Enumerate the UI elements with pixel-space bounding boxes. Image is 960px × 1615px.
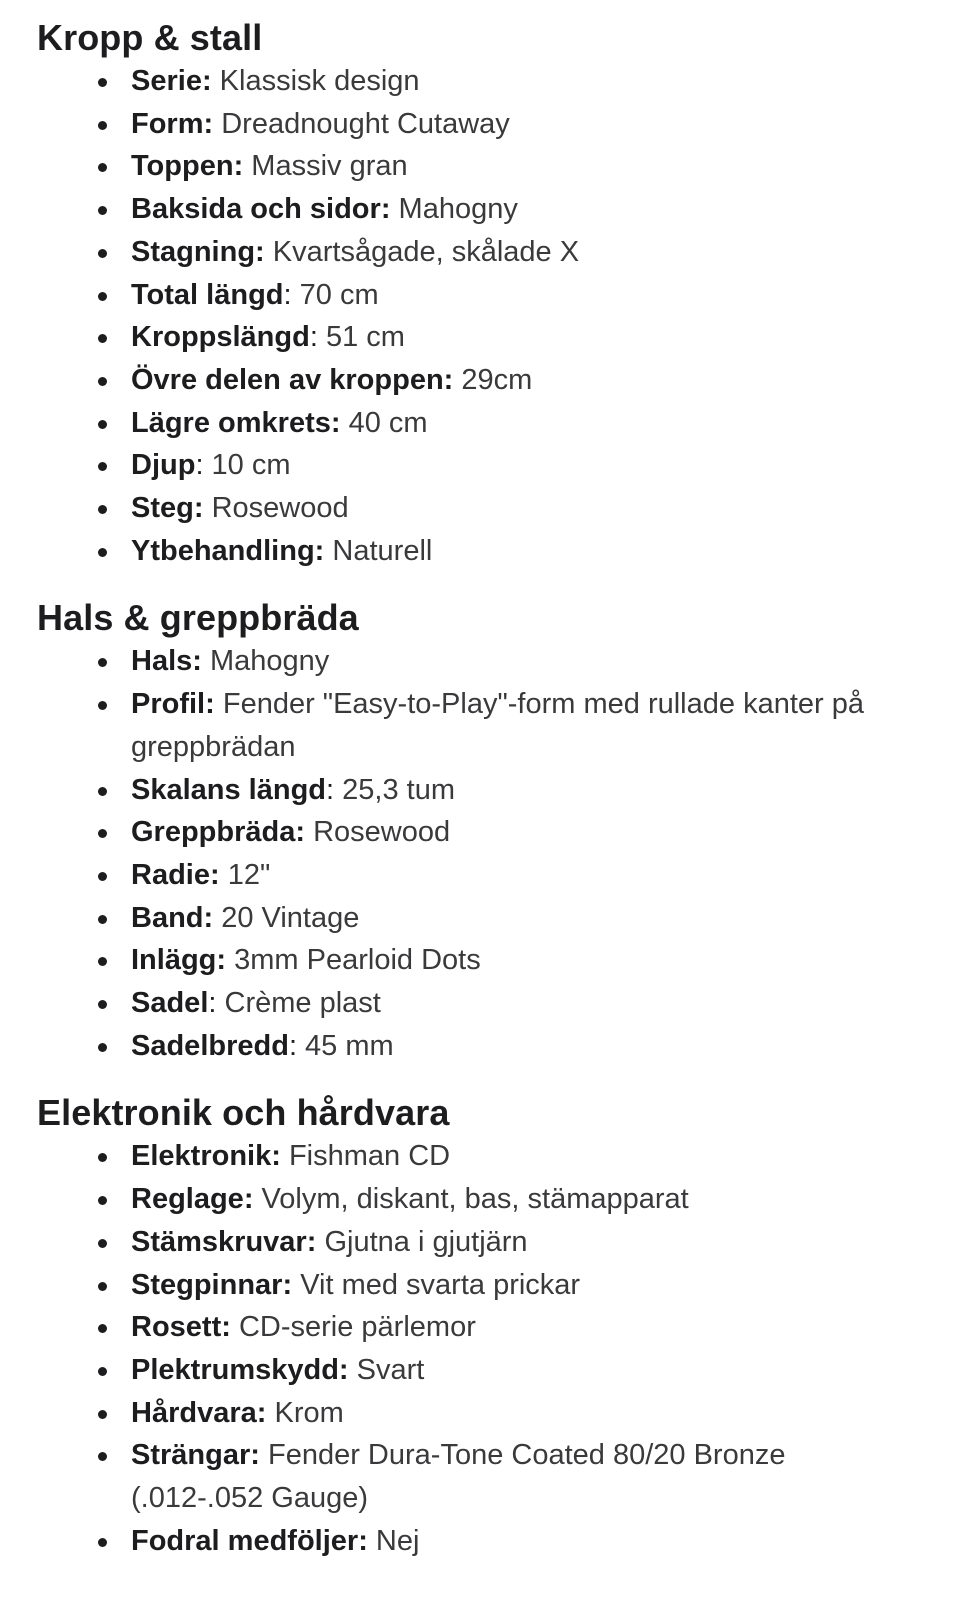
spec-label-colon: :	[203, 901, 214, 934]
spec-label: Elektronik	[131, 1140, 272, 1173]
spec-value: Vit med svarta prickar	[292, 1268, 581, 1301]
spec-label: Kroppslängd	[131, 321, 310, 354]
section-heading: Kropp & stall	[37, 17, 263, 58]
spec-label-colon: :	[256, 1396, 267, 1429]
spec-list	[37, 60, 924, 572]
spec-value: 29cm	[453, 363, 533, 396]
spec-list-item	[131, 530, 891, 573]
spec-section	[37, 16, 924, 572]
spec-value: 20 Vintage	[213, 901, 360, 934]
spec-label: Baksida och sidor	[131, 193, 381, 226]
spec-label: Hals	[131, 645, 193, 678]
spec-label: Serie	[131, 65, 202, 97]
spec-list-item	[131, 487, 891, 530]
spec-label: Toppen	[131, 150, 234, 183]
spec-value: Crème plast	[216, 987, 381, 1020]
spec-value: Klassisk design	[211, 65, 420, 97]
spec-label: Steg	[131, 492, 194, 525]
spec-value: Fender "Easy-to-Play"-form med rullade kanter på greppbrädan	[131, 688, 864, 763]
spec-list-item	[131, 1135, 891, 1178]
spec-list-item	[131, 769, 891, 812]
spec-label: Hårdvara	[131, 1396, 257, 1429]
spec-list-item	[131, 359, 891, 402]
spec-label: Stegpinnar	[131, 1268, 283, 1301]
spec-list-item	[131, 1264, 891, 1307]
spec-value: Krom	[266, 1396, 344, 1429]
spec-value: Svart	[348, 1353, 425, 1386]
spec-list-item	[131, 1178, 891, 1221]
spec-label-colon: :	[209, 858, 220, 891]
spec-label-colon: :	[208, 987, 217, 1020]
spec-value: Volym, diskant, bas, stämapparat	[253, 1183, 689, 1216]
spec-label-colon: :	[282, 1268, 293, 1301]
spec-label-colon: :	[203, 107, 214, 140]
spec-label: Reglage	[131, 1183, 244, 1216]
spec-label-colon: :	[233, 150, 244, 183]
spec-label: Rosett	[131, 1311, 222, 1344]
spec-label-colon: :	[306, 1225, 317, 1258]
spec-value: 70 cm	[291, 278, 379, 311]
spec-value: 12"	[219, 858, 271, 891]
spec-label: Övre delen av kroppen	[131, 363, 444, 396]
spec-label: Form	[131, 107, 204, 140]
spec-value: Kvartsågade, skålade X	[264, 235, 580, 268]
spec-list-item	[131, 402, 891, 445]
spec-list	[37, 640, 924, 1067]
spec-sections	[37, 16, 924, 1563]
spec-label-colon: :	[201, 65, 212, 97]
spec-label-colon: :	[205, 688, 215, 721]
spec-list-item	[131, 60, 891, 103]
spec-label-colon: :	[192, 645, 202, 678]
section-heading: Elektronik och hårdvara	[37, 1092, 450, 1134]
spec-value: 45 mm	[297, 1029, 394, 1062]
spec-list	[37, 1135, 924, 1562]
spec-value: 25,3 tum	[334, 773, 455, 806]
spec-value: Nej	[367, 1524, 420, 1557]
spec-label: Strängar	[131, 1439, 251, 1472]
spec-label: Stagning	[131, 235, 256, 268]
spec-label-colon: :	[358, 1524, 368, 1557]
spec-label: Ytbehandling	[131, 534, 315, 567]
spec-list-item	[131, 274, 891, 317]
spec-value: 51 cm	[317, 321, 405, 354]
spec-section	[37, 596, 924, 1067]
spec-label-colon: :	[271, 1140, 281, 1173]
spec-list-item	[131, 1306, 891, 1349]
spec-label: Sadelbredd	[131, 1029, 289, 1062]
spec-label: Band	[131, 901, 204, 934]
spec-list-item	[131, 939, 891, 982]
spec-label-colon: :	[255, 235, 265, 268]
spec-label: Lägre omkrets	[131, 406, 331, 439]
spec-value: Massiv gran	[243, 150, 408, 183]
spec-list-item	[131, 982, 891, 1025]
spec-value: Mahogny	[390, 193, 518, 226]
spec-list-item	[131, 188, 891, 231]
spec-label-colon: :	[288, 1029, 297, 1062]
spec-label-colon: :	[193, 492, 204, 525]
spec-label: Greppbräda	[131, 816, 296, 849]
spec-label-colon: :	[221, 1311, 231, 1344]
spec-list-item	[131, 1520, 891, 1563]
spec-label-colon: :	[195, 449, 204, 482]
spec-label-colon: :	[380, 193, 391, 226]
spec-label-colon: :	[216, 944, 227, 977]
spec-value: Rosewood	[305, 816, 451, 849]
spec-label-colon: :	[309, 321, 318, 354]
spec-label: Sadel	[131, 987, 209, 1020]
spec-label-colon: :	[295, 816, 306, 849]
spec-list-item	[131, 103, 891, 146]
spec-label-colon: :	[314, 534, 325, 567]
spec-list-item	[131, 316, 891, 359]
spec-list-item	[131, 1392, 891, 1435]
spec-label-colon: :	[330, 406, 341, 439]
section-heading: Hals & greppbräda	[37, 597, 359, 639]
spec-label: Fodral medföljer	[131, 1524, 359, 1557]
spec-value: Rosewood	[203, 492, 349, 525]
spec-value: 3mm Pearloid Dots	[226, 944, 481, 977]
spec-list-item	[131, 683, 891, 768]
spec-list-item	[131, 811, 891, 854]
spec-label-colon: :	[283, 278, 292, 311]
spec-value: 10 cm	[203, 449, 291, 482]
spec-section	[37, 1091, 924, 1562]
spec-value: Fender Dura-Tone Coated 80/20 Bronze (.012-.052 Gauge)	[131, 1439, 786, 1515]
spec-label-colon: :	[243, 1183, 254, 1216]
spec-label: Radie	[131, 858, 210, 891]
spec-list-item	[131, 1221, 891, 1264]
spec-label: Stämskruvar	[131, 1225, 307, 1258]
spec-value: Dreadnought Cutaway	[213, 107, 510, 140]
spec-value: CD-serie pärlemor	[230, 1311, 476, 1344]
spec-label: Profil	[131, 688, 206, 721]
spec-list-item	[131, 1434, 891, 1519]
spec-value: 40 cm	[340, 406, 428, 439]
spec-list-item	[131, 1349, 891, 1392]
spec-value: Mahogny	[201, 645, 330, 678]
spec-label: Inlägg	[131, 944, 217, 977]
spec-list-item	[131, 897, 891, 940]
spec-label-colon: :	[338, 1353, 349, 1386]
spec-list-item	[131, 854, 891, 897]
spec-value: Gjutna i gjutjärn	[316, 1225, 528, 1258]
spec-list-item	[131, 145, 891, 188]
spec-label-colon: :	[443, 363, 454, 396]
spec-list-item	[131, 444, 891, 487]
spec-label: Djup	[131, 449, 196, 482]
spec-value: Fishman CD	[280, 1140, 451, 1173]
spec-label-colon: :	[250, 1439, 260, 1472]
spec-label-colon: :	[326, 773, 335, 806]
spec-list-item	[131, 640, 891, 683]
spec-label: Plektrumskydd	[131, 1353, 339, 1386]
spec-list-item	[131, 231, 891, 274]
spec-value: Naturell	[324, 534, 433, 567]
spec-label: Skalans längd	[131, 773, 327, 806]
spec-label: Total längd	[131, 278, 284, 311]
spec-list-item	[131, 1025, 891, 1068]
